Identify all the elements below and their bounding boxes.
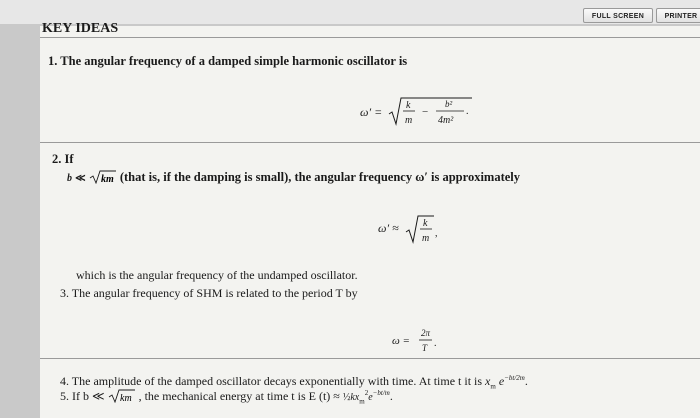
sqrt-km	[108, 389, 136, 403]
eq-4m2: 4m²	[438, 115, 454, 126]
sqrt-km	[89, 170, 117, 184]
item-text: , the mechanical energy at time t is E (t) ≈	[138, 389, 340, 403]
xm: x	[485, 374, 491, 388]
item-number: 3.	[60, 286, 69, 300]
eq-num: 2π	[421, 328, 431, 338]
content-page	[40, 26, 700, 418]
heading-divider	[40, 37, 700, 38]
eq-b2: b²	[445, 99, 453, 109]
svg-text:km: km	[119, 393, 132, 403]
cond-b: b	[67, 173, 72, 184]
item-text: The amplitude of the damped oscillator decays exponentially with time. At time t it is	[71, 374, 483, 388]
approx-frequency-equation	[378, 212, 468, 248]
eq-lhs: ω′ =	[360, 105, 383, 119]
key-idea-2-number: 2. If	[52, 152, 74, 166]
key-idea-2-followup: which is the angular frequency of the undamped oscillator.	[76, 268, 358, 282]
if-text: If b ≪	[72, 389, 105, 403]
section-divider-lower	[40, 358, 700, 359]
key-idea-3	[60, 286, 358, 301]
item-number: 5.	[60, 389, 69, 403]
item-number: 1.	[48, 54, 58, 68]
xm-sub: m	[490, 382, 496, 391]
svg-text:km: km	[100, 174, 114, 184]
cond-ll: ≪	[75, 173, 86, 184]
end: .	[524, 374, 528, 388]
eq-m: m	[405, 115, 413, 126]
kx: kx	[350, 392, 360, 403]
item-text: The angular frequency of SHM is related to the period T by	[71, 286, 358, 300]
kx-sup: 2	[364, 389, 369, 397]
half: ½	[342, 392, 351, 403]
eq-minus: −	[422, 106, 429, 118]
period-equation	[392, 327, 452, 357]
eq-k: k	[423, 218, 428, 229]
end: .	[389, 389, 393, 403]
exp-base: e	[498, 374, 505, 388]
eq-lhs: ω =	[392, 335, 410, 347]
key-idea-2	[67, 170, 520, 185]
e: e	[368, 392, 373, 403]
eq-end: .	[434, 338, 437, 349]
key-idea-5	[60, 389, 393, 405]
key-idea-4	[60, 374, 528, 390]
full-screen-button[interactable]: FULL SCREEN	[583, 8, 653, 23]
eq-lhs: ω′ ≈	[378, 221, 399, 235]
item-number: 4.	[60, 374, 69, 388]
exponent: −bt/2m	[504, 374, 525, 382]
eq-m: m	[422, 233, 430, 244]
exponent: −bt/m	[372, 389, 390, 397]
eq-end: ,	[435, 228, 438, 239]
section-divider	[40, 142, 700, 143]
eq-den: T	[422, 343, 428, 353]
page-title: KEY IDEAS	[42, 21, 119, 36]
eq-end: .	[466, 106, 469, 117]
item-text: (that is, if the damping is small), the angular frequency ω′ is approximately	[119, 170, 521, 184]
damped-frequency-equation	[360, 94, 480, 134]
eq-k: k	[406, 100, 411, 111]
item-text: The angular frequency of a damped simple harmonic oscillator is	[60, 54, 408, 68]
printer-button[interactable]: PRINTER	[656, 8, 700, 23]
kx-sub: m	[359, 397, 365, 406]
key-idea-1	[48, 54, 407, 69]
